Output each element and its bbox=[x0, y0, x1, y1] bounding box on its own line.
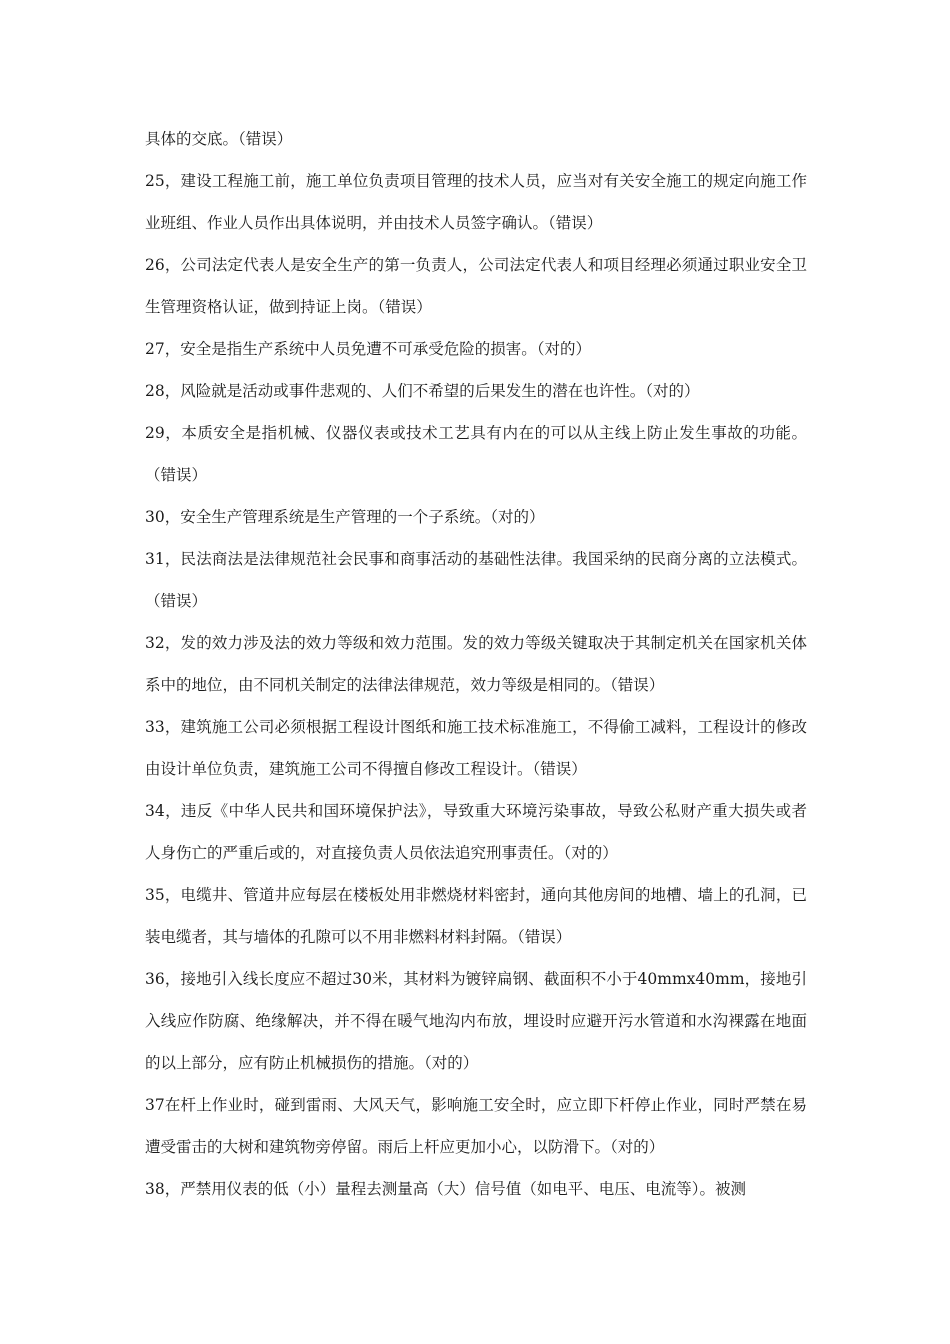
paragraph-item-38: 38，严禁用仪表的低（小）量程去测量高（大）信号值（如电平、电压、电流等）。被测 bbox=[145, 1180, 746, 1198]
paragraph-item-25: 25，建设工程施工前，施工单位负责项目管理的技术人员，应当对有关安全施工的规定向施工作业班组、作业人员作出具体说明，并由技术人员签字确认。（错误） bbox=[145, 172, 807, 232]
paragraph-continuation: 具体的交底。（错误） bbox=[145, 130, 293, 148]
paragraph-item-30: 30，安全生产管理系统是生产管理的一个子系统。（对的） bbox=[145, 508, 545, 526]
paragraph-item-29: 29，本质安全是指机械、仪器仪表或技术工艺具有内在的可以从主线上防止发生事故的功能。（错误） bbox=[145, 424, 807, 484]
document-body bbox=[145, 118, 807, 1210]
paragraph-item-28: 28，风险就是活动或事件悲观的、人们不希望的后果发生的潜在也许性。（对的） bbox=[145, 382, 700, 400]
paragraph-item-34: 34，违反《中华人民共和国环境保护法》，导致重大环境污染事故，导致公私财产重大损失或者人身伤亡的严重后或的，对直接负责人员依法追究刑事责任。（对的） bbox=[145, 802, 807, 862]
paragraph-item-33: 33，建筑施工公司必须根据工程设计图纸和施工技术标准施工，不得偷工减料，工程设计的修改由设计单位负责，建筑施工公司不得擅自修改工程设计。（错误） bbox=[145, 718, 807, 778]
paragraph-item-31: 31，民法商法是法律规范社会民事和商事活动的基础性法律。我国采纳的民商分离的立法模式。（错误） bbox=[145, 550, 807, 610]
paragraph-item-35: 35，电缆井、管道井应每层在楼板处用非燃烧材料密封，通向其他房间的地槽、墙上的孔洞，已装电缆者，其与墙体的孔隙可以不用非燃料材料封隔。（错误） bbox=[145, 886, 807, 946]
paragraph-item-27: 27，安全是指生产系统中人员免遭不可承受危险的损害。（对的） bbox=[145, 340, 591, 358]
paragraph-item-26: 26，公司法定代表人是安全生产的第一负责人，公司法定代表人和项目经理必须通过职业安全卫生管理资格认证，做到持证上岗。（错误） bbox=[145, 256, 807, 316]
paragraph-item-32: 32，发的效力涉及法的效力等级和效力范围。发的效力等级关键取决于其制定机关在国家机关体系中的地位，由不同机关制定的法律法律规范，效力等级是相同的。（错误） bbox=[145, 634, 807, 694]
paragraph-item-37: 37在杆上作业时，碰到雷雨、大风天气，影响施工安全时，应立即下杆停止作业，同时严禁在易遭受雷击的大树和建筑物旁停留。雨后上杆应更加小心，以防滑下。（对的） bbox=[145, 1096, 807, 1156]
paragraph-item-36: 36，接地引入线长度应不超过30米，其材料为镀锌扁钢、截面积不小于40mmx40mm，接地引入线应作防腐、绝缘解决，并不得在暖气地沟内布放，埋设时应避开污水管道和水沟裸露在地面的以上部分，应有防止机械损伤的措施。（对的） bbox=[145, 970, 807, 1072]
